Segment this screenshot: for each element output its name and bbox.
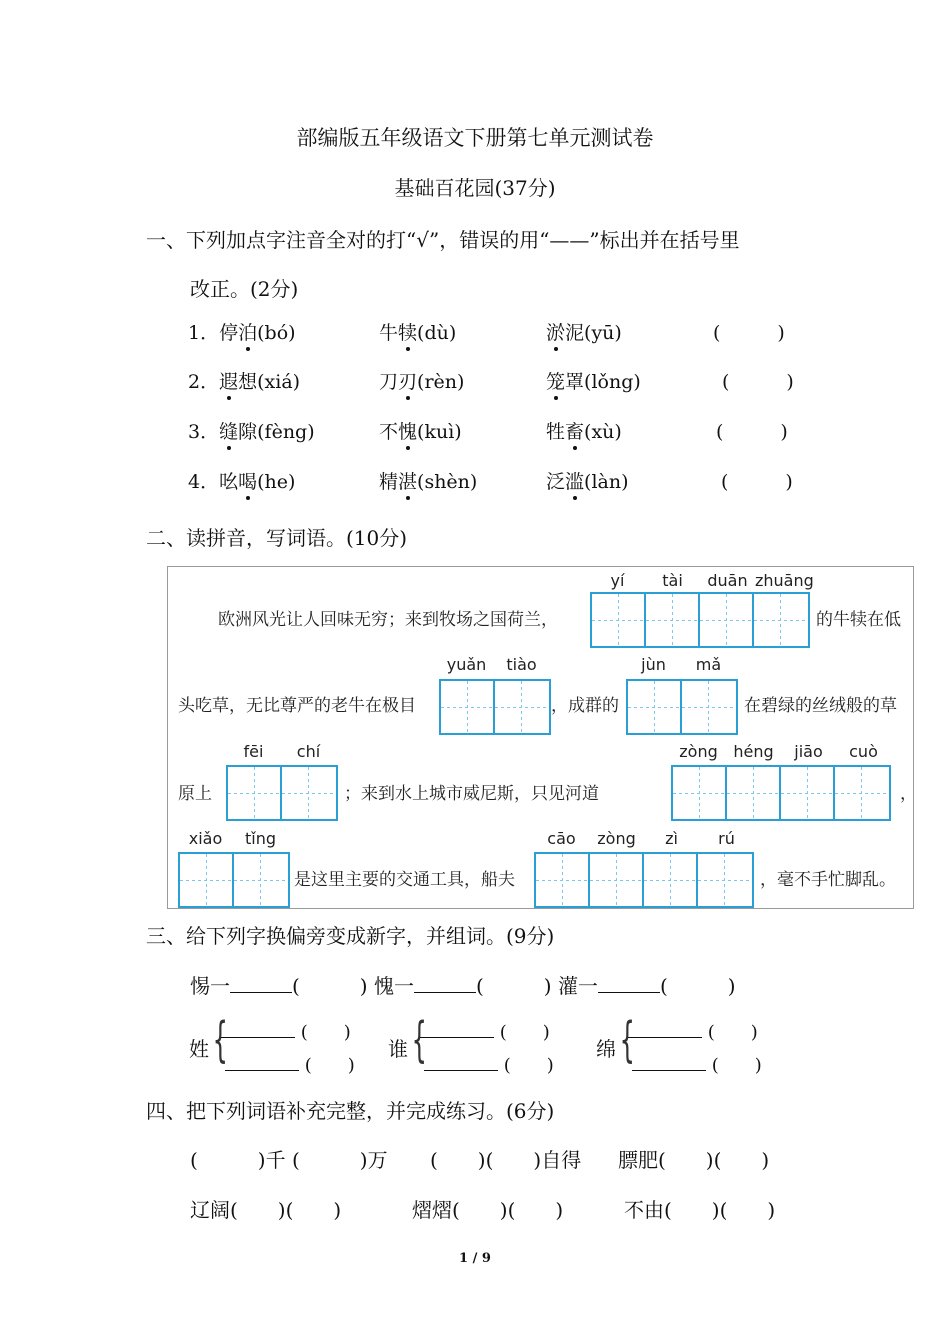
q3-heading: 三、给下列字换偏旁变成新字，并组词。(9分) <box>146 924 555 948</box>
pinyin-item: 笼罩(lǒng) <box>546 367 641 394</box>
pinyin-label: tiào <box>506 655 537 674</box>
pinyin-label: yuǎn <box>446 655 487 674</box>
answer-blank[interactable]: ( ) <box>632 1051 762 1077</box>
pinyin-item: 牲畜(xù) <box>546 417 622 444</box>
pinyin-label: cuò <box>849 742 878 761</box>
grid-cell[interactable] <box>673 767 727 819</box>
grid-cell[interactable] <box>180 854 234 906</box>
grid-cell[interactable] <box>698 854 752 906</box>
writing-grid-xiaoting[interactable] <box>178 852 290 908</box>
pinyin-label: yí <box>610 571 625 590</box>
passage-text: ， <box>900 784 917 804</box>
pinyin-label: jùn <box>641 655 666 674</box>
passage-text: ，毫不手忙脚乱。 <box>760 870 896 890</box>
answer-paren[interactable]: ( ) <box>475 974 552 998</box>
section-title: 基础百花园(37分) <box>394 176 556 200</box>
answer-paren[interactable]: ( ) <box>716 421 788 443</box>
grid-cell[interactable] <box>644 854 698 906</box>
grid-cell[interactable] <box>628 681 682 733</box>
pinyin-label: zì <box>665 829 678 848</box>
grid-cell[interactable] <box>228 767 282 819</box>
grid-cell[interactable] <box>536 854 590 906</box>
pinyin-label: zòng <box>597 829 636 848</box>
pinyin-label: fēi <box>243 742 264 761</box>
grid-cell[interactable] <box>441 681 495 733</box>
pinyin-label: chí <box>296 742 321 761</box>
passage-text: ；来到水上城市威尼斯，只见河道 <box>344 784 599 804</box>
grid-cell[interactable] <box>282 767 336 819</box>
q4-item[interactable]: 膘肥( )( ) <box>618 1148 770 1172</box>
grid-cell[interactable] <box>495 681 549 733</box>
answer-paren[interactable]: ( ) <box>659 974 736 998</box>
q4-item[interactable]: 熠熠( )( ) <box>412 1198 564 1222</box>
answer-blank[interactable]: ( ) <box>225 1051 355 1077</box>
grid-cell[interactable] <box>700 594 754 646</box>
brace-icon: { <box>619 1012 635 1068</box>
q4-item[interactable]: ( )( )自得 <box>430 1148 582 1172</box>
answer-blank[interactable]: ( ) <box>420 1018 550 1044</box>
passage-text: 是这里主要的交通工具，船夫 <box>294 870 515 890</box>
pinyin-label: zhuāng <box>755 571 814 590</box>
base-character: 姓 <box>189 1037 209 1061</box>
brace-icon: { <box>212 1012 228 1068</box>
grid-cell[interactable] <box>727 767 781 819</box>
pinyin-label: cāo <box>547 829 576 848</box>
writing-grid-yuantiao[interactable] <box>439 679 551 735</box>
q3-item: 惕一 <box>190 974 230 998</box>
passage-text: 头吃草，无比尊严的老牛在极目 <box>178 696 416 716</box>
grid-cell[interactable] <box>590 854 644 906</box>
pinyin-item: 精湛(shèn) <box>379 467 477 494</box>
pinyin-item: 1．停泊(bó) <box>188 318 296 345</box>
q1-heading: 一、下列加点字注音全对的打“√”，错误的用“——”标出并在括号里 <box>146 228 740 252</box>
passage-text: 的牛犊在低 <box>816 610 901 630</box>
grid-cell[interactable] <box>781 767 835 819</box>
passage-text: 欧洲风光让人回味无穷；来到牧场之国荷兰， <box>218 610 558 630</box>
answer-blank[interactable]: ( ) <box>424 1051 554 1077</box>
answer-paren[interactable]: ( ) <box>722 371 794 393</box>
pinyin-item: 牛犊(dù) <box>379 318 456 345</box>
q4-item[interactable]: 辽阔( )( ) <box>190 1198 342 1222</box>
writing-grid-caozong-ziru[interactable] <box>534 852 754 908</box>
answer-paren[interactable]: ( ) <box>713 322 785 344</box>
brace-icon: { <box>411 1012 427 1068</box>
pinyin-item: 刀刃(rèn) <box>379 367 464 394</box>
answer-blank[interactable] <box>230 974 292 993</box>
pinyin-item: 泛滥(làn) <box>546 467 629 494</box>
answer-paren[interactable]: ( ) <box>721 471 793 493</box>
pinyin-item: 2．遐想(xiá) <box>188 367 300 394</box>
answer-blank[interactable]: ( ) <box>628 1018 758 1044</box>
writing-grid-yitai-duanzhuang[interactable] <box>590 592 810 648</box>
q3-row1 <box>190 970 736 999</box>
q3-item: 灌一 <box>557 974 598 998</box>
pinyin-label: duān <box>707 571 748 590</box>
page-title: 部编版五年级语文下册第七单元测试卷 <box>296 126 654 150</box>
grid-cell[interactable] <box>592 594 646 646</box>
pinyin-label: tài <box>662 571 683 590</box>
answer-paren[interactable]: ( ) <box>292 974 368 998</box>
pinyin-exercise-box <box>167 566 917 909</box>
answer-blank[interactable] <box>414 974 476 993</box>
answer-blank[interactable] <box>598 974 660 993</box>
pinyin-item: 不愧(kuì) <box>379 417 462 444</box>
pinyin-item: 3．缝隙(fèng) <box>188 417 315 444</box>
base-character: 绵 <box>596 1037 616 1061</box>
pinyin-label: zòng <box>679 742 718 761</box>
grid-cell[interactable] <box>835 767 889 819</box>
passage-text: ，成群的 <box>551 696 619 716</box>
q1-heading-cont: 改正。(2分) <box>190 277 299 301</box>
pinyin-label: héng <box>733 742 774 761</box>
writing-grid-feichi[interactable] <box>226 765 338 821</box>
grid-cell[interactable] <box>682 681 736 733</box>
passage-text: 原上 <box>178 784 212 804</box>
q4-heading: 四、把下列词语补充完整，并完成练习。(6分) <box>146 1099 555 1123</box>
pinyin-label: tǐng <box>244 829 276 848</box>
base-character: 谁 <box>388 1037 408 1061</box>
writing-grid-junma[interactable] <box>626 679 738 735</box>
writing-grid-zongheng-jiaocuo[interactable] <box>671 765 891 821</box>
pinyin-item: 4．吆喝(he) <box>188 467 295 494</box>
grid-cell[interactable] <box>234 854 288 906</box>
grid-cell[interactable] <box>646 594 700 646</box>
pinyin-label: rú <box>718 829 735 848</box>
page-number: 1 / 9 <box>459 1251 491 1266</box>
pinyin-label: mǎ <box>695 655 722 674</box>
pinyin-item: 淤泥(yū) <box>546 318 622 345</box>
q4-item[interactable]: 不由( )( ) <box>624 1198 776 1222</box>
pinyin-label: jiāo <box>794 742 823 761</box>
q3-item: 愧一 <box>373 974 414 998</box>
q2-heading: 二、读拼音，写词语。(10分) <box>146 526 408 550</box>
pinyin-label: xiǎo <box>188 829 223 848</box>
grid-cell[interactable] <box>754 594 808 646</box>
q4-item[interactable]: ( )千 ( )万 <box>190 1148 388 1172</box>
answer-blank[interactable]: ( ) <box>221 1018 351 1044</box>
passage-text: 在碧绿的丝绒般的草 <box>744 696 897 716</box>
